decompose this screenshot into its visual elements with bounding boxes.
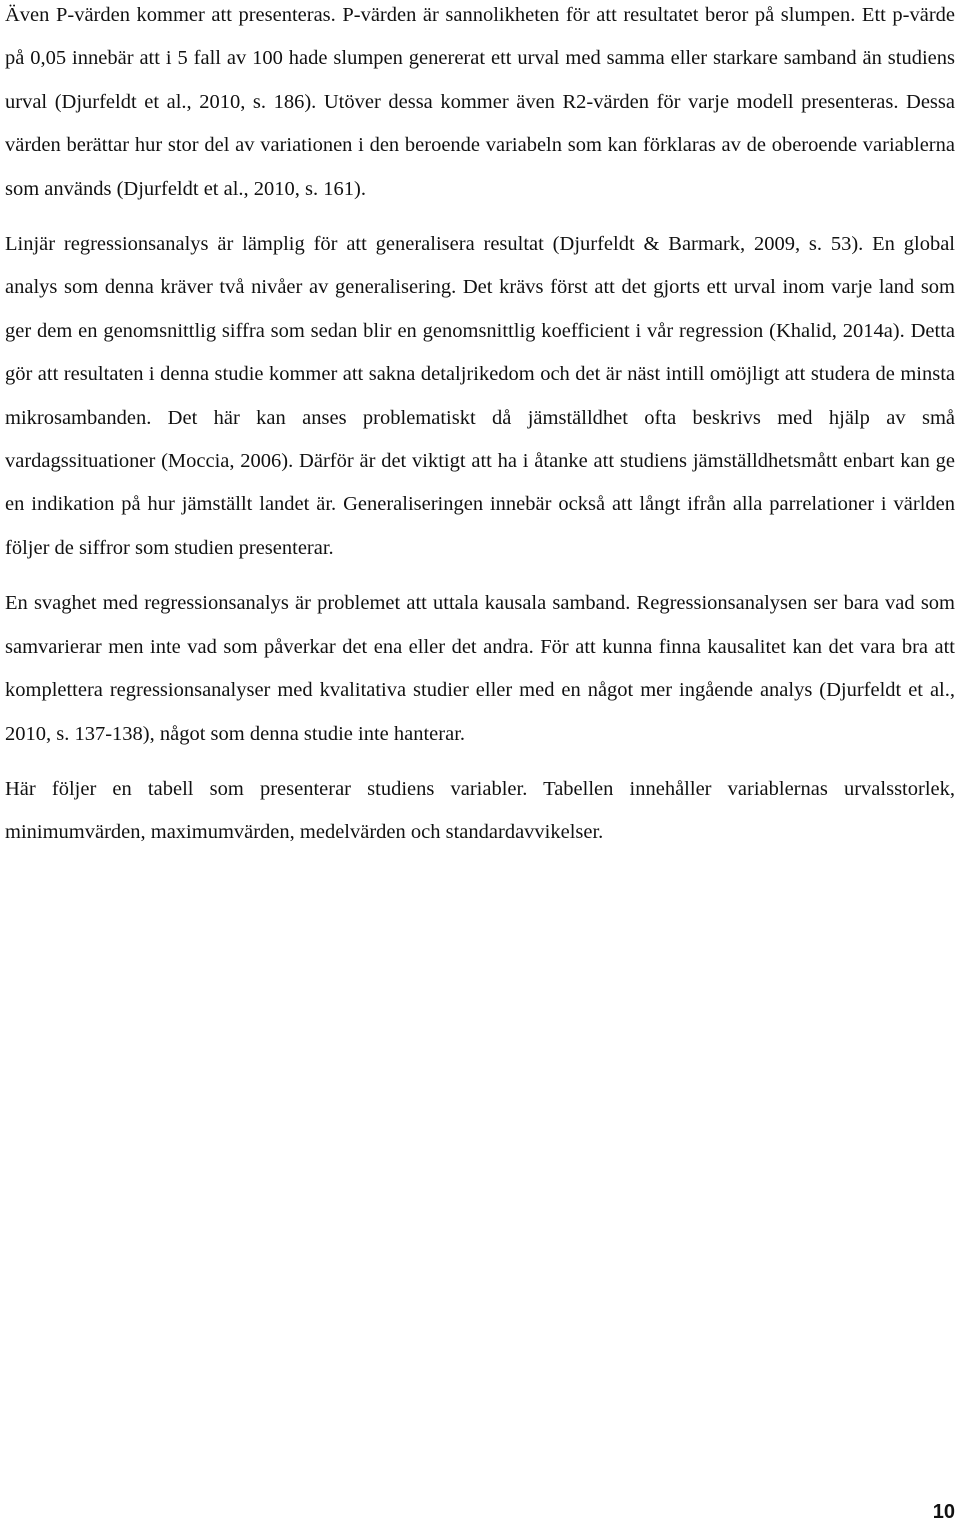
page-number: 10 — [932, 1501, 955, 1523]
paragraph-causality-weakness: En svaghet med regressionsanalys är problemet att uttala kausala samband. Regressionsanalysen ser bara vad som samvarierar men inte vad som påverkar det ena eller det andra. För att kunna finna kausalitet kan det vara bra att komplettera regressionsanalyser med kvalitativa studier eller med en något mer ingående analys (Djurfeldt et al., 2010, s. 137-138), något som denna studie inte hanterar. — [5, 592, 955, 745]
document-page — [5, 0, 955, 855]
paragraph-table-intro: Här följer en tabell som presenterar studiens variabler. Tabellen innehåller variablernas urvalsstorlek, minimumvärden, maximumvärden, medelvärden och standardavvikelser. — [5, 777, 955, 844]
paragraph-p-values-r2: Även P-värden kommer att presenteras. P-värden är sannolikheten för att resultatet beror på slumpen. Ett p-värde på 0,05 innebär att i 5 fall av 100 hade slumpen genererat ett urval med samma eller starkare samband än studiens urval (Djurfeldt et al., 2010, s. 186). Utöver dessa kommer även R2-värden för varje modell presenteras. Dessa värden berättar hur stor del av variationen i den beroende variabeln som kan förklaras av de oberoende variablerna som används (Djurfeldt et al., 2010, s. 161). — [5, 4, 955, 200]
paragraph-generalization: Linjär regressionsanalys är lämplig för att generalisera resultat (Djurfeldt & Barmark, 2009, s. 53). En global analys som denna kräver två nivåer av generalisering. Det krävs först att det gjorts ett urval inom varje land som ger dem en genomsnittlig siffra som sedan blir en genomsnittlig koefficient i vår regression (Khalid, 2014a). Detta gör att resultaten i denna studie kommer att sakna detaljrikedom och det är näst intill omöjligt att studera de minsta mikrosambanden. Det här kan anses problematiskt då jämställdhet ofta beskrivs med hjälp av små vardagssituationer (Moccia, 2006). Därför är det viktigt att ha i åtanke att studiens jämställdhetsmått enbart kan ge en indikation på hur jämställt landet är. Generaliseringen innebär också att långt ifrån alla parrelationer i världen följer de siffror som studien presenterar. — [5, 233, 955, 559]
